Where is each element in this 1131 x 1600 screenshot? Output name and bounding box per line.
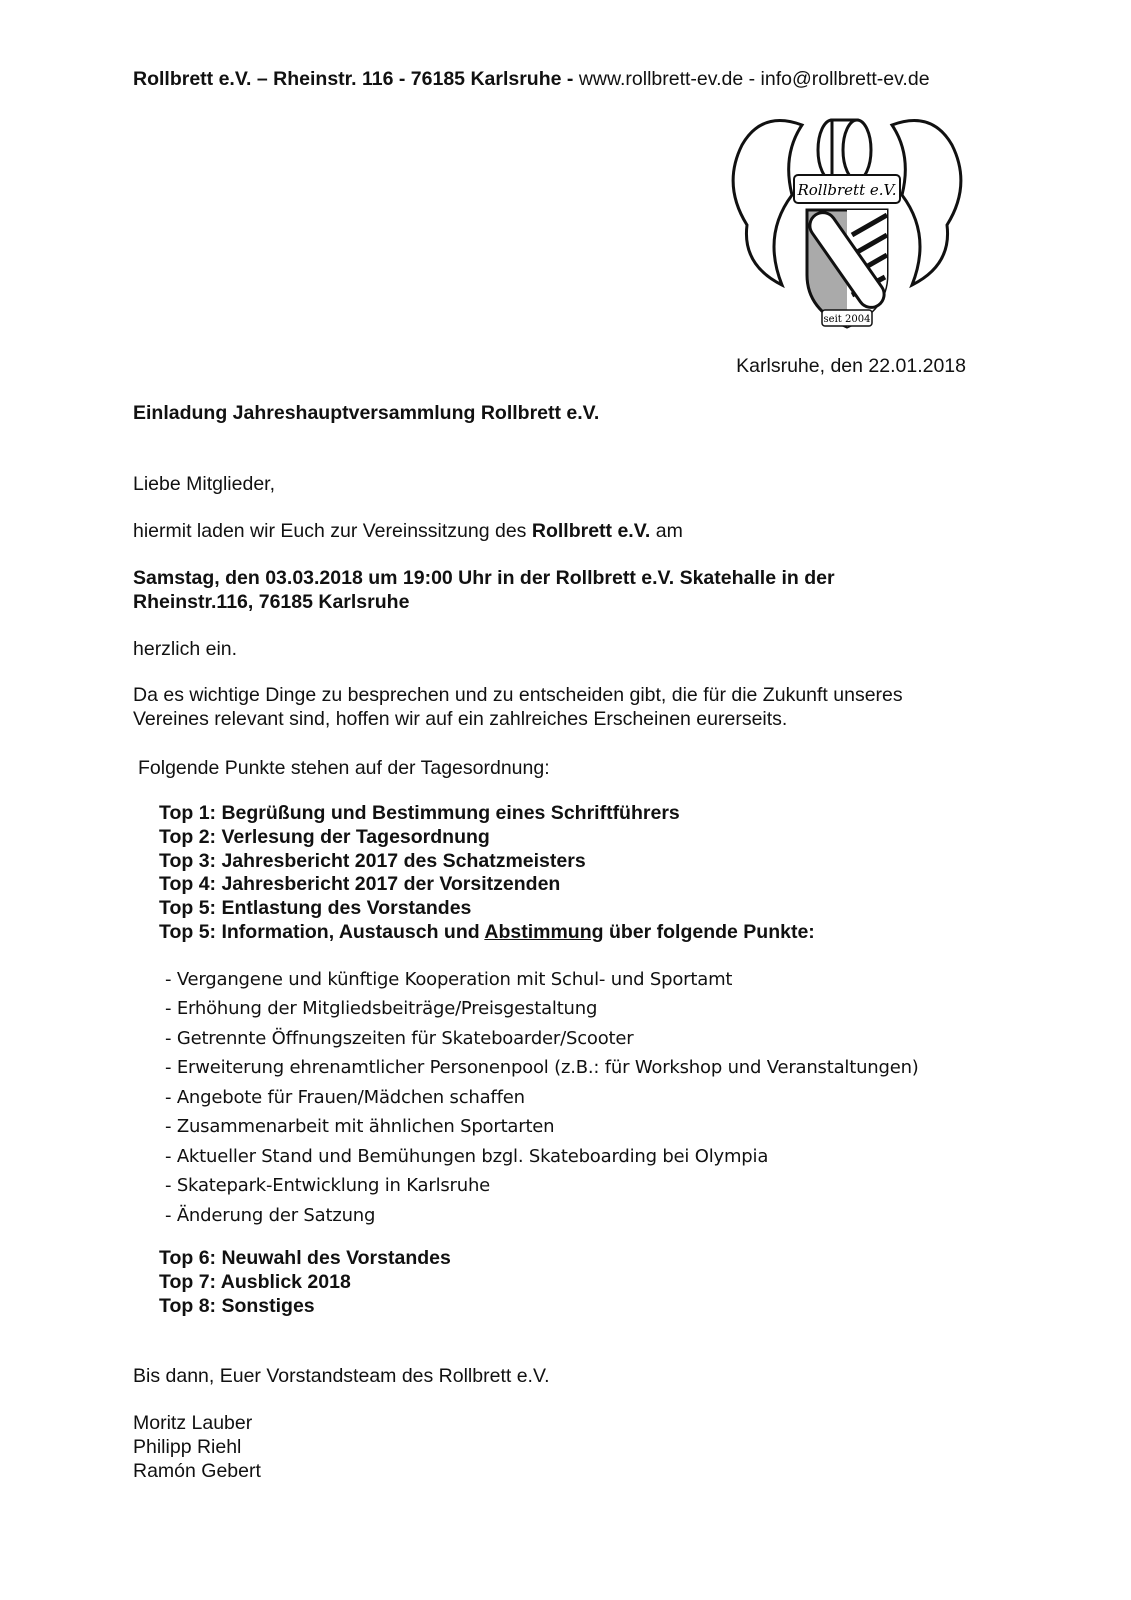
paragraph-line-2: Vereines relevant sind, hoffen wir auf ein zahlreiches Erscheinen eurerseits. [133,708,788,730]
intro-text: hiermit laden wir Euch zur Vereinssitzung des [133,520,532,542]
invite-end: herzlich ein. [133,638,238,660]
logo-since-text: seit 2004 [823,314,871,325]
letter-title: Einladung Jahreshauptversammlung Rollbrett e.V. [133,402,600,424]
agenda-item: Top 1: Begrüßung und Bestimmung eines Schriftführers [159,802,680,824]
letter-date: Karlsruhe, den 22.01.2018 [736,355,966,377]
agenda-item [159,920,815,944]
intro-club: Rollbrett e.V. [531,520,651,542]
email-link[interactable]: info@rollbrett-ev.de [760,68,930,90]
discussion-point: - Angebote für Frauen/Mädchen schaffen [165,1087,525,1108]
greeting: Liebe Mitglieder, [133,473,276,495]
discussion-point: - Skatepark-Entwicklung in Karlsruhe [165,1175,491,1196]
intro-end: am [650,520,683,542]
closing: Bis dann, Euer Vorstandsteam des Rollbrett e.V. [133,1365,550,1387]
discussion-point: - Zusammenarbeit mit ähnlichen Sportarten [165,1116,555,1137]
discussion-point: - Erweiterung ehrenamtlicher Personenpool (z.B.: für Workshop und Veranstaltungen) [165,1057,919,1078]
signer: Philipp Riehl [133,1436,242,1458]
discussion-point: - Änderung der Satzung [165,1205,376,1226]
discussion-point: - Erhöhung der Mitgliedsbeiträge/Preisgestaltung [165,998,598,1019]
separator: - [748,68,756,90]
agenda-item-text-end: über folgende Punkte: [603,921,815,943]
discussion-point: - Getrennte Öffnungszeiten für Skateboarder/Scooter [165,1028,634,1049]
paragraph-line-1: Da es wichtige Dinge zu besprechen und zu entscheiden gibt, die für die Zukunft unseres [133,684,903,706]
event-line-1: Samstag, den 03.03.2018 um 19:00 Uhr in der Rollbrett e.V. Skatehalle in der [133,567,835,589]
signer: Moritz Lauber [133,1412,253,1434]
agenda-item-underlined: Abstimmung [484,921,604,943]
discussion-point: - Aktueller Stand und Bemühungen bzgl. Skateboarding bei Olympia [165,1146,769,1167]
signer: Ramón Gebert [133,1460,261,1482]
agenda-item: Top 2: Verlesung der Tagesordnung [159,826,490,848]
org-address: Rollbrett e.V. – Rheinstr. 116 - 76185 Karlsruhe - [133,68,574,90]
agenda-item: Top 6: Neuwahl des Vorstandes [159,1247,451,1269]
agenda-item: Top 8: Sonstiges [159,1295,315,1317]
agenda-intro: Folgende Punkte stehen auf der Tagesordnung: [138,757,550,779]
event-line-2: Rheinstr.116, 76185 Karlsruhe [133,591,410,613]
agenda-item: Top 3: Jahresbericht 2017 des Schatzmeisters [159,850,586,872]
discussion-point: - Vergangene und künftige Kooperation mit Schul- und Sportamt [165,969,733,990]
agenda-item-text: Top 5: Information, Austausch und [159,921,485,943]
intro-line [133,519,683,543]
letterhead [133,67,930,91]
agenda-item: Top 4: Jahresbericht 2017 der Vorsitzenden [159,873,561,895]
club-logo [722,105,972,335]
agenda-item: Top 7: Ausblick 2018 [159,1271,351,1293]
agenda-item: Top 5: Entlastung des Vorstandes [159,897,472,919]
website-link[interactable]: www.rollbrett-ev.de [578,68,744,90]
logo-banner-text: Rollbrett e.V. [797,181,897,199]
